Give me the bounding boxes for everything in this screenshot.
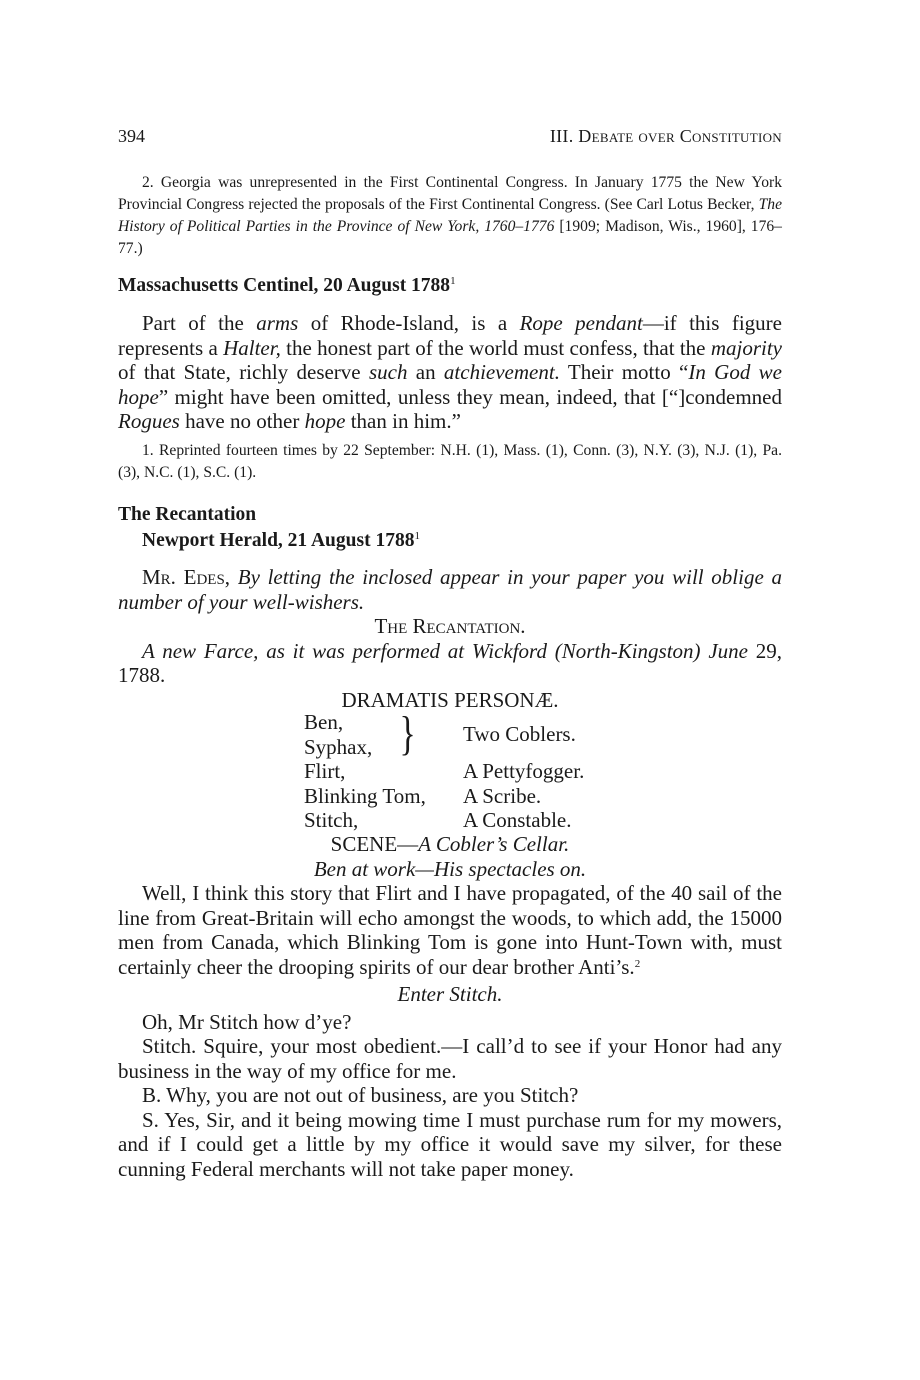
scene-heading: SCENE—A Cobler’s Cellar. [330,832,570,856]
cast-row: Ben, [304,710,344,734]
cast-row: Stitch, A Constable. [304,808,572,832]
section-title: III. Debate over Constitution [549,126,782,146]
dialogue-line: S. Yes, Sir, and it being mowing time I must purchase rum for my mowers, and if I could get a little by my office it would save my silver, for these cunning Federal merchants will not take paper money. [118,1107,782,1181]
cast-row: Flirt, A Pettyfogger. [304,759,585,783]
dramatis-heading: DRAMATIS PERSONÆ. [341,687,559,712]
stage-direction: Ben at work—His spectacles on. [313,856,587,881]
cast-list [304,707,624,833]
play-title: The Recantation. [374,614,526,638]
play-text [118,832,782,1181]
footnote-2: 2. Georgia was unrepresented in the First Continental Congress. In January 1775 the New York Provincial Congress rejected the proposals of the First Continental Congress. (See Carl Lotus Becker, The History of Political Parties in the Province of New York, 1760–1776 [1909; Madison, Wis., 1960], 176–77.) [118,174,782,257]
letter-intro: Mr. Edes, By letting the inclosed appear in your paper you will oblige a number of your well-wishers. [118,565,782,614]
dialogue-line: Stitch. Squire, your most obedient.—I call’d to see if your Honor had any business in the way of my office for me. [118,1034,782,1083]
cast-row: Blinking Tom, A Scribe. [304,783,542,808]
running-head [118,126,782,148]
centinel-paragraph: Part of the arms of Rhode-Island, is a Rope pendant—if this figure represents a Halter, the honest part of the world must confess, that the majority of that State, richly deserve such an atchievement. Their motto “In God we hope” might have been omitted, unless they mean, indeed, that [“]condemned Rogues have no other hope than in him.” [118,311,783,433]
dialogue-line: B. Why, you are not out of business, are you Stitch? [142,1083,579,1107]
recantation-subheading: Newport Herald, 21 August 1788$^1$ [142,530,420,551]
play-subtitle: A new Farce, as it was performed at Wickford (North-Kingston) June 29, 1788. [118,638,782,687]
centinel-heading: Massachusetts Centinel, 20 August 1788$^1$ [118,275,456,296]
stage-direction-enter: Enter Stitch. [397,982,503,1006]
page-number: 394 [118,126,145,146]
footnote-1-centinel: 1. Reprinted fourteen times by 22 September: N.H. (1), Mass. (1), Conn. (3), N.Y. (3), N.J. (1), Pa. (3), N.C. (1), S.C. (1). [118,442,782,481]
brace-icon: } [399,707,416,760]
recantation-heading: The Recantation [118,504,257,525]
cast-role: Two Coblers. [463,722,576,746]
dialogue-line: Oh, Mr Stitch how d’ye? [142,1009,352,1034]
speech: Well, I think this story that Flirt and I have propagated, of the 40 sail of the line from Great-Britain will echo amongst the woods, to which add, the 15000 men from Canada, which Blinking Tom is gone into Hunt-Town with, must certainly cheer the drooping spirits of our dear brother Anti’s.$^2$ [118,881,782,979]
cast-row: Syphax, [304,734,373,759]
recantation-text [118,565,782,712]
